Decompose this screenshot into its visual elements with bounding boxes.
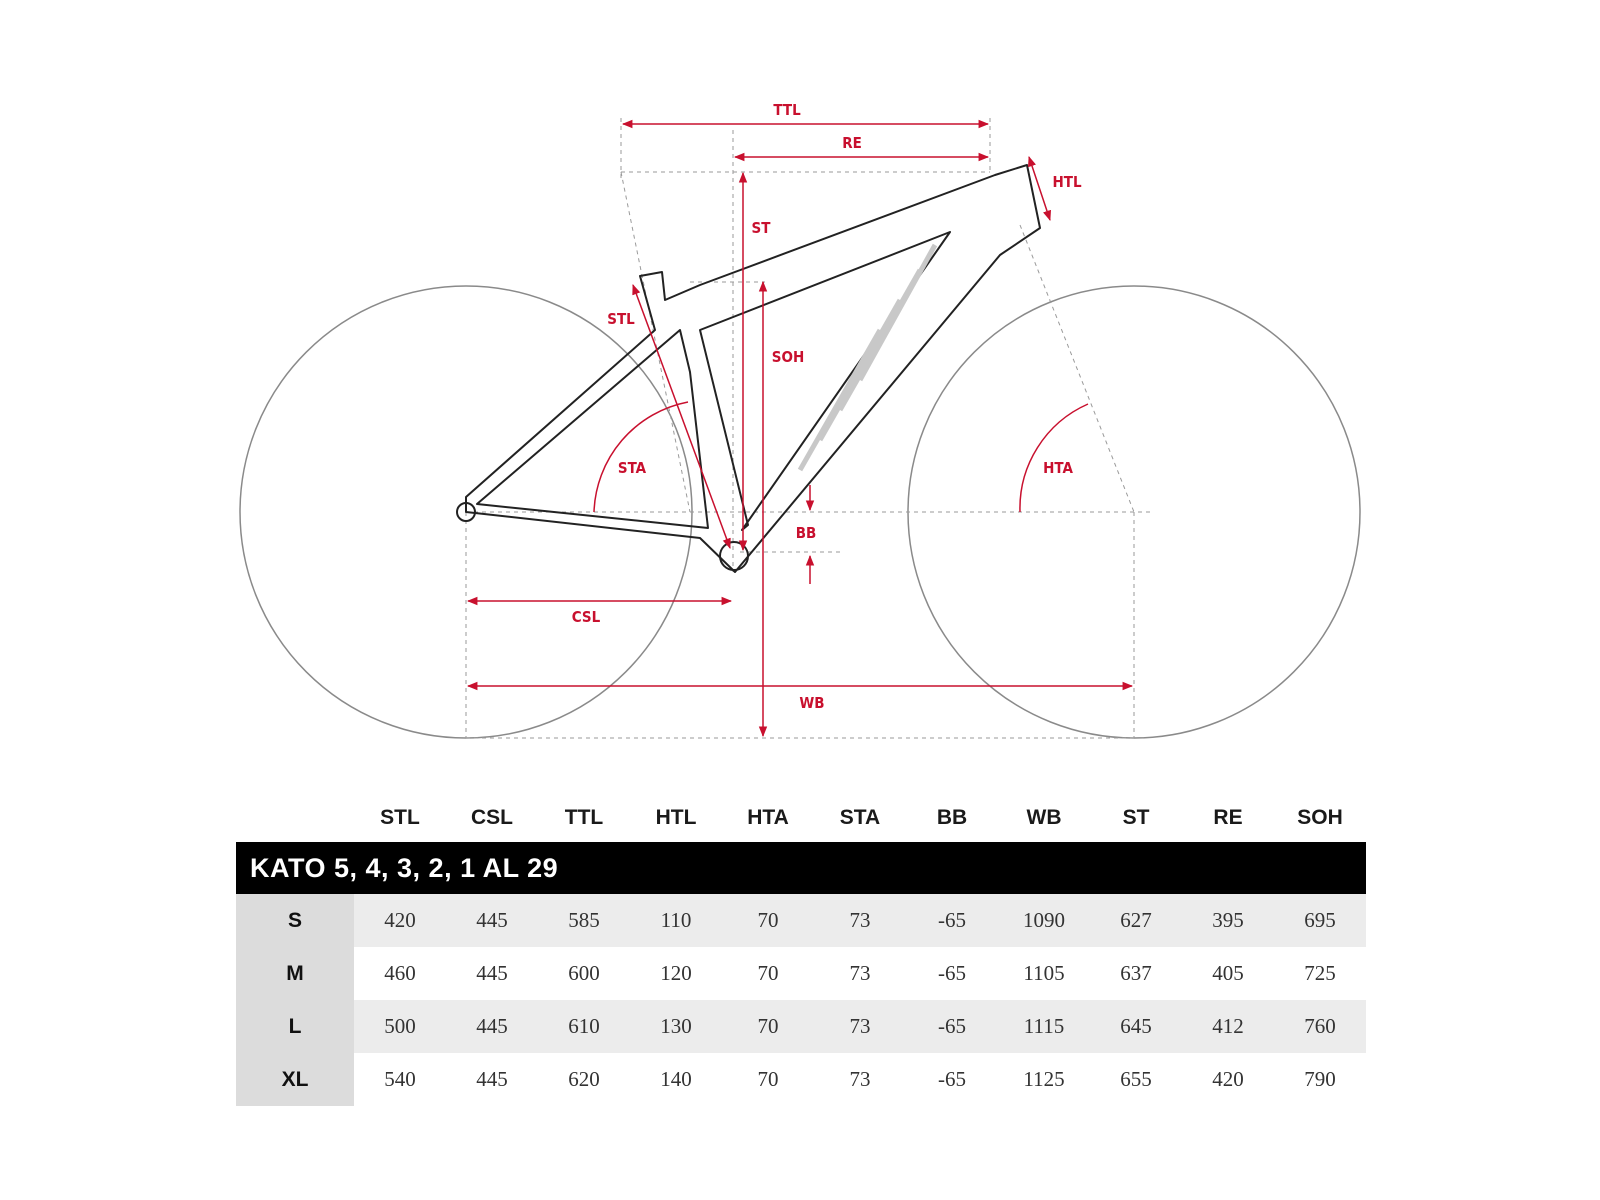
table-cell: 637: [1090, 947, 1182, 1000]
table-cell: 445: [446, 1000, 538, 1053]
table-cell: 600: [538, 947, 630, 1000]
table-cell: 110: [630, 894, 722, 947]
table-cell: 445: [446, 894, 538, 947]
size-label: M: [236, 947, 354, 1000]
dimension-lines: [468, 124, 1132, 736]
label-ttl: TTL: [773, 101, 801, 119]
table-header-row: [236, 794, 1366, 842]
bike-frame: [457, 165, 1040, 572]
table-cell: 120: [630, 947, 722, 1000]
table-cell: 140: [630, 1053, 722, 1106]
table-row: [236, 894, 1366, 947]
table-cell: -65: [906, 894, 998, 947]
label-st: ST: [751, 219, 771, 237]
table-cell: 645: [1090, 1000, 1182, 1053]
column-header: TTL: [564, 806, 604, 829]
size-label: XL: [236, 1053, 354, 1106]
table-cell: 70: [722, 894, 814, 947]
table-cell: 655: [1090, 1053, 1182, 1106]
table-cell: 620: [538, 1053, 630, 1106]
column-header: HTL: [655, 806, 697, 829]
table-cell: 405: [1182, 947, 1274, 1000]
table-cell: 73: [814, 894, 906, 947]
model-header-row: [236, 842, 1366, 894]
model-name: KATO 5, 4, 3, 2, 1 AL 29: [236, 842, 1366, 894]
label-re: RE: [842, 134, 862, 152]
label-htl: HTL: [1052, 173, 1082, 191]
table-cell: 1090: [998, 894, 1090, 947]
table-cell: 695: [1274, 894, 1366, 947]
table-cell: 1105: [998, 947, 1090, 1000]
column-header: WB: [1026, 806, 1062, 829]
label-hta: HTA: [1043, 459, 1073, 477]
table-cell: 395: [1182, 894, 1274, 947]
table-row: [236, 1000, 1366, 1053]
table-cell: 790: [1274, 1053, 1366, 1106]
table-cell: 70: [722, 1053, 814, 1106]
size-label: L: [236, 1000, 354, 1053]
column-header: STL: [380, 806, 420, 829]
table-cell: 130: [630, 1000, 722, 1053]
table-cell: 610: [538, 1000, 630, 1053]
table-cell: 420: [1182, 1053, 1274, 1106]
table-cell: 627: [1090, 894, 1182, 947]
column-header: BB: [936, 806, 968, 829]
table-cell: 760: [1274, 1000, 1366, 1053]
column-header: HTA: [747, 806, 789, 829]
table-cell: 725: [1274, 947, 1366, 1000]
table-cell: 1125: [998, 1053, 1090, 1106]
table-cell: 500: [354, 1000, 446, 1053]
table-cell: 73: [814, 947, 906, 1000]
column-header: STA: [839, 806, 881, 829]
table-cell: 412: [1182, 1000, 1274, 1053]
table-cell: 1115: [998, 1000, 1090, 1053]
table-cell: 420: [354, 894, 446, 947]
table-row: [236, 947, 1366, 1000]
table-cell: 540: [354, 1053, 446, 1106]
table-cell: 460: [354, 947, 446, 1000]
column-header: RE: [1213, 806, 1243, 829]
table-cell: 445: [446, 947, 538, 1000]
table-cell: -65: [906, 947, 998, 1000]
label-csl: CSL: [571, 608, 601, 626]
table-cell: 70: [722, 1000, 814, 1053]
column-header: SOH: [1297, 806, 1343, 829]
table-cell: -65: [906, 1000, 998, 1053]
table-cell: 73: [814, 1000, 906, 1053]
label-wb: WB: [799, 694, 825, 712]
table-cell: 585: [538, 894, 630, 947]
table-cell: 70: [722, 947, 814, 1000]
table-row: [236, 1053, 1366, 1106]
size-label: S: [236, 894, 354, 947]
label-sta: STA: [617, 459, 647, 477]
label-stl: STL: [607, 310, 635, 328]
column-header: CSL: [471, 806, 513, 829]
table-cell: 73: [814, 1053, 906, 1106]
label-bb: BB: [795, 524, 817, 542]
table-cell: -65: [906, 1053, 998, 1106]
column-header: ST: [1122, 806, 1150, 829]
label-soh: SOH: [771, 348, 805, 366]
geometry-table: [236, 794, 1366, 1106]
header-corner: [236, 794, 354, 842]
table-cell: 445: [446, 1053, 538, 1106]
